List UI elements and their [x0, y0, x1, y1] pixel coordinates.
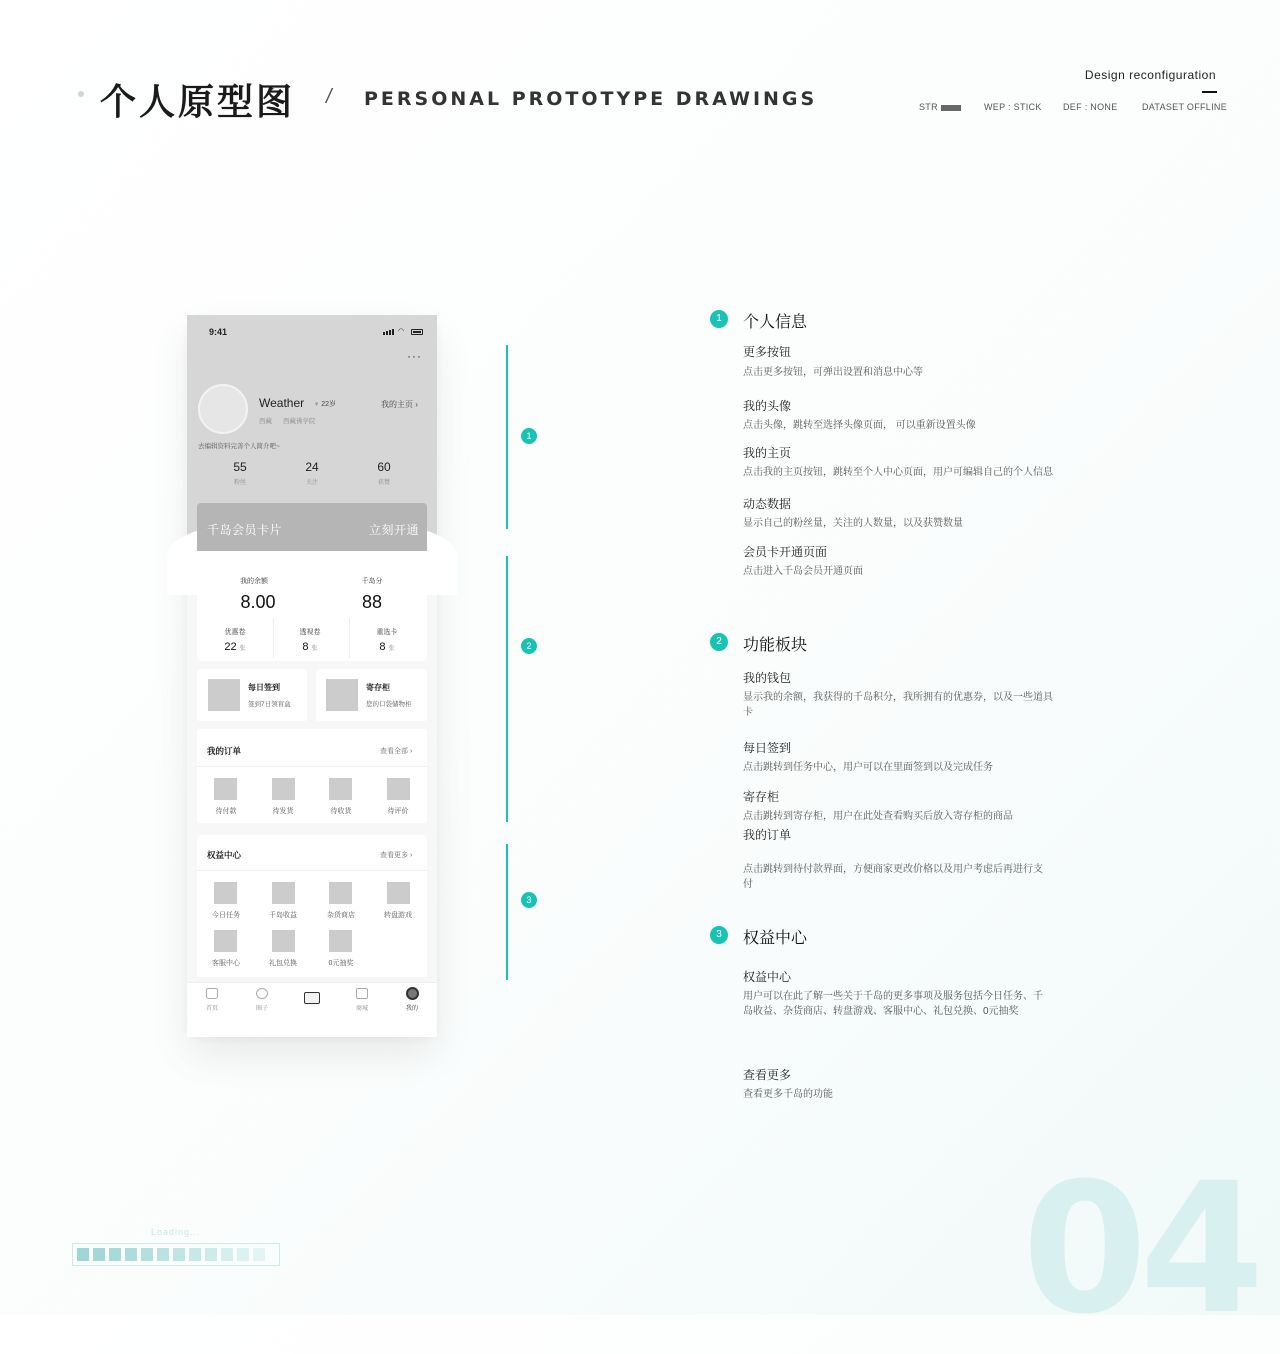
section-title-personal-info: 个人信息: [743, 312, 808, 331]
order-pending-review[interactable]: 待评价: [387, 808, 409, 815]
meta-str: STR: [919, 102, 961, 112]
item-title: 我的头像: [743, 399, 792, 413]
stat-fans-label: 粉丝: [233, 480, 246, 486]
divider: [197, 766, 427, 767]
item-title: 我的主页: [743, 446, 792, 460]
item-desc: 点击进入千岛会员开通页面: [743, 566, 863, 577]
loading-segment: [189, 1248, 201, 1261]
benefit-daily-task-icon[interactable]: [214, 882, 237, 904]
reselect-card-label: 重选卡: [376, 629, 398, 636]
more-button[interactable]: ···: [407, 349, 422, 363]
design-label-underline: [1202, 91, 1217, 93]
user-location: 西藏: [259, 418, 272, 425]
stat-likes-value[interactable]: 60: [377, 460, 391, 474]
item-title: 会员卡开通页面: [743, 545, 828, 559]
order-pending-ship[interactable]: 待发货: [272, 808, 294, 815]
page-title: 个人原型图: [100, 82, 296, 123]
stat-likes-label: 获赞: [377, 480, 390, 486]
checkin-title: 每日签到: [248, 683, 280, 692]
loading-bar: [72, 1243, 280, 1266]
checkin-sub: 签到7日领盲盒: [248, 701, 291, 708]
locker-image: [326, 679, 358, 711]
loading-segment: [253, 1248, 265, 1261]
stat-fans-value[interactable]: 55: [233, 460, 247, 474]
page-subtitle: PERSONAL PROTOTYPE DRAWINGS: [364, 88, 818, 110]
benefit-store-icon[interactable]: [329, 882, 352, 904]
status-time: 9:41: [209, 327, 228, 337]
loading-segment: [173, 1248, 185, 1261]
xray-ticket-value[interactable]: 8 张: [302, 641, 318, 653]
my-home-button[interactable]: 我的主页 ›: [381, 400, 418, 409]
connector-badge-1: 1: [521, 428, 537, 444]
phone-mockup: [187, 315, 437, 1037]
balance-value[interactable]: 8.00: [240, 592, 276, 612]
loading-segment: [77, 1248, 89, 1261]
loading-segment: [157, 1248, 169, 1261]
item-title: 权益中心: [743, 970, 792, 984]
item-desc: 用户可以在此了解一些关于千岛的更多事项及服务包括今日任务、千岛收益、杂货商店、转盘游戏、客服中心、礼包兑换、0元抽奖: [743, 991, 1043, 1017]
stat-follow-value[interactable]: 24: [305, 460, 319, 474]
item-title: 寄存柜: [743, 790, 780, 804]
benefit-wheel[interactable]: 转盘游戏: [384, 912, 412, 919]
benefits-view-more[interactable]: 查看更多 ›: [380, 852, 413, 859]
benefit-store[interactable]: 杂货商店: [327, 912, 355, 919]
item-title: 每日签到: [743, 741, 792, 755]
order-pending-receive-icon[interactable]: [329, 778, 352, 800]
item-desc: 显示我的余额，我获得的千岛积分，我所拥有的优惠券，以及一些道具卡: [743, 692, 1053, 718]
divider: [197, 870, 427, 871]
section-badge-1: 1: [710, 310, 728, 328]
benefit-earnings-icon[interactable]: [272, 882, 295, 904]
page-number: 04: [1022, 1145, 1257, 1354]
connector-line-3: [506, 844, 508, 980]
section-badge-2: 2: [710, 633, 728, 651]
loading-segment: [221, 1248, 233, 1261]
user-name: Weather: [259, 396, 305, 410]
user-school: 西藏佛学院: [283, 418, 316, 425]
benefit-earnings[interactable]: 千岛收益: [269, 912, 297, 919]
divider: [273, 618, 274, 658]
order-pending-pay[interactable]: 待付款: [215, 808, 237, 815]
header-dot: [78, 91, 84, 97]
tab-mine[interactable]: 我的: [405, 1006, 418, 1012]
benefit-service-icon[interactable]: [214, 930, 237, 952]
loading-segment: [93, 1248, 105, 1261]
vip-open-button[interactable]: 立刻开通: [369, 523, 420, 537]
loading-segment: [237, 1248, 249, 1261]
item-desc: 点击头像，跳转至选择头像页面， 可以重新设置头像: [743, 420, 976, 431]
reselect-card-value[interactable]: 8 张: [379, 641, 395, 653]
xray-ticket-label: 透视卷: [299, 629, 321, 636]
points-label: 千岛分: [361, 578, 383, 585]
order-pending-review-icon[interactable]: [387, 778, 410, 800]
points-value[interactable]: 88: [361, 592, 383, 612]
coupon-label: 优惠卷: [224, 629, 246, 636]
meta-dataset: DATASET OFFLINE: [1142, 102, 1228, 112]
item-desc: 查看更多千岛的功能: [743, 1089, 833, 1100]
loading-segment: [109, 1248, 121, 1261]
item-desc: 点击跳转到寄存柜，用户在此处查看购买后放入寄存柜的商品: [743, 811, 1013, 822]
balance-label: 我的余额: [240, 578, 268, 585]
orders-view-all[interactable]: 查看全部 ›: [380, 748, 413, 755]
item-title: 动态数据: [743, 497, 792, 511]
benefit-daily-task[interactable]: 今日任务: [212, 912, 240, 919]
status-icons: [383, 327, 423, 335]
benefit-wheel-icon[interactable]: [387, 882, 410, 904]
avatar[interactable]: [198, 384, 248, 434]
center-tab-icon[interactable]: [304, 992, 320, 1004]
item-desc: 点击更多按钮，可弹出设置和消息中心等: [743, 367, 923, 378]
item-title: 我的钱包: [743, 671, 792, 685]
title-separator: /: [326, 86, 332, 108]
connector-line-1: [506, 345, 508, 529]
locker-sub: 您的口袋储物柜: [366, 701, 412, 708]
home-icon[interactable]: [206, 988, 218, 999]
battery-icon: [411, 329, 423, 335]
loading-segment: [125, 1248, 137, 1261]
mall-icon[interactable]: [356, 988, 368, 999]
divider: [349, 618, 350, 658]
order-pending-receive[interactable]: 待收货: [330, 808, 352, 815]
benefit-free-draw-icon[interactable]: [329, 930, 352, 952]
item-desc: 点击我的主页按钮，跳转至个人中心页面，用户可编辑自己的个人信息: [743, 467, 1053, 478]
item-title: 我的订单: [743, 828, 792, 842]
chevron-right-icon: ›: [415, 400, 418, 409]
stat-follow-label: 关注: [305, 480, 318, 486]
item-desc: 点击跳转到待付款界面，方便商家更改价格以及用户考虑后再进行支付: [743, 864, 1043, 890]
locker-title: 寄存柜: [366, 683, 390, 692]
user-age: ♀ 22岁: [314, 401, 336, 408]
connector-badge-3: 3: [521, 892, 537, 908]
benefits-title: 权益中心: [207, 850, 242, 860]
item-title: 查看更多: [743, 1068, 792, 1082]
section-badge-3: 3: [710, 926, 728, 944]
circle-icon[interactable]: [256, 988, 268, 999]
loading-label: Loading...: [151, 1227, 201, 1237]
item-desc: 显示自己的粉丝量，关注的人数量，以及获赞数量: [743, 518, 963, 529]
benefit-gift[interactable]: 礼包兑换: [269, 960, 297, 967]
order-pending-ship-icon[interactable]: [272, 778, 295, 800]
orders-title: 我的订单: [207, 746, 242, 756]
connector-badge-2: 2: [521, 638, 537, 654]
connector-line-2: [506, 556, 508, 822]
meta-wep: WEP : STICK: [984, 102, 1042, 112]
str-bar-icon: [941, 105, 961, 111]
item-desc: 点击跳转到任务中心，用户可以在里面签到以及完成任务: [743, 762, 993, 773]
mine-icon[interactable]: [406, 987, 419, 1000]
order-pending-pay-icon[interactable]: [214, 778, 237, 800]
loading-segment: [205, 1248, 217, 1261]
section-title-features: 功能板块: [743, 635, 808, 654]
benefit-gift-icon[interactable]: [272, 930, 295, 952]
benefit-free-draw[interactable]: 0元抽奖: [328, 960, 354, 967]
item-title: 更多按钮: [743, 345, 792, 359]
tab-mall[interactable]: 商城: [355, 1006, 368, 1012]
tab-home[interactable]: 首页: [205, 1006, 218, 1012]
chevron-right-icon: ›: [409, 852, 413, 859]
design-label: Design reconfiguration: [1084, 68, 1216, 82]
section-title-benefits: 权益中心: [743, 928, 808, 947]
loading-segment: [141, 1248, 153, 1261]
tab-circle[interactable]: 圈子: [255, 1006, 268, 1012]
meta-def: DEF : NONE: [1063, 102, 1118, 112]
benefit-service[interactable]: 客服中心: [212, 960, 240, 967]
checkin-image: [208, 679, 240, 711]
wifi-icon: ◠: [397, 328, 406, 335]
user-intro[interactable]: 去编辑资料完善个人简介吧~: [198, 443, 280, 450]
vip-card-label: 千岛会员卡片: [207, 523, 283, 537]
chevron-right-icon: ›: [409, 748, 413, 755]
coupon-value[interactable]: 22 张: [224, 641, 246, 653]
